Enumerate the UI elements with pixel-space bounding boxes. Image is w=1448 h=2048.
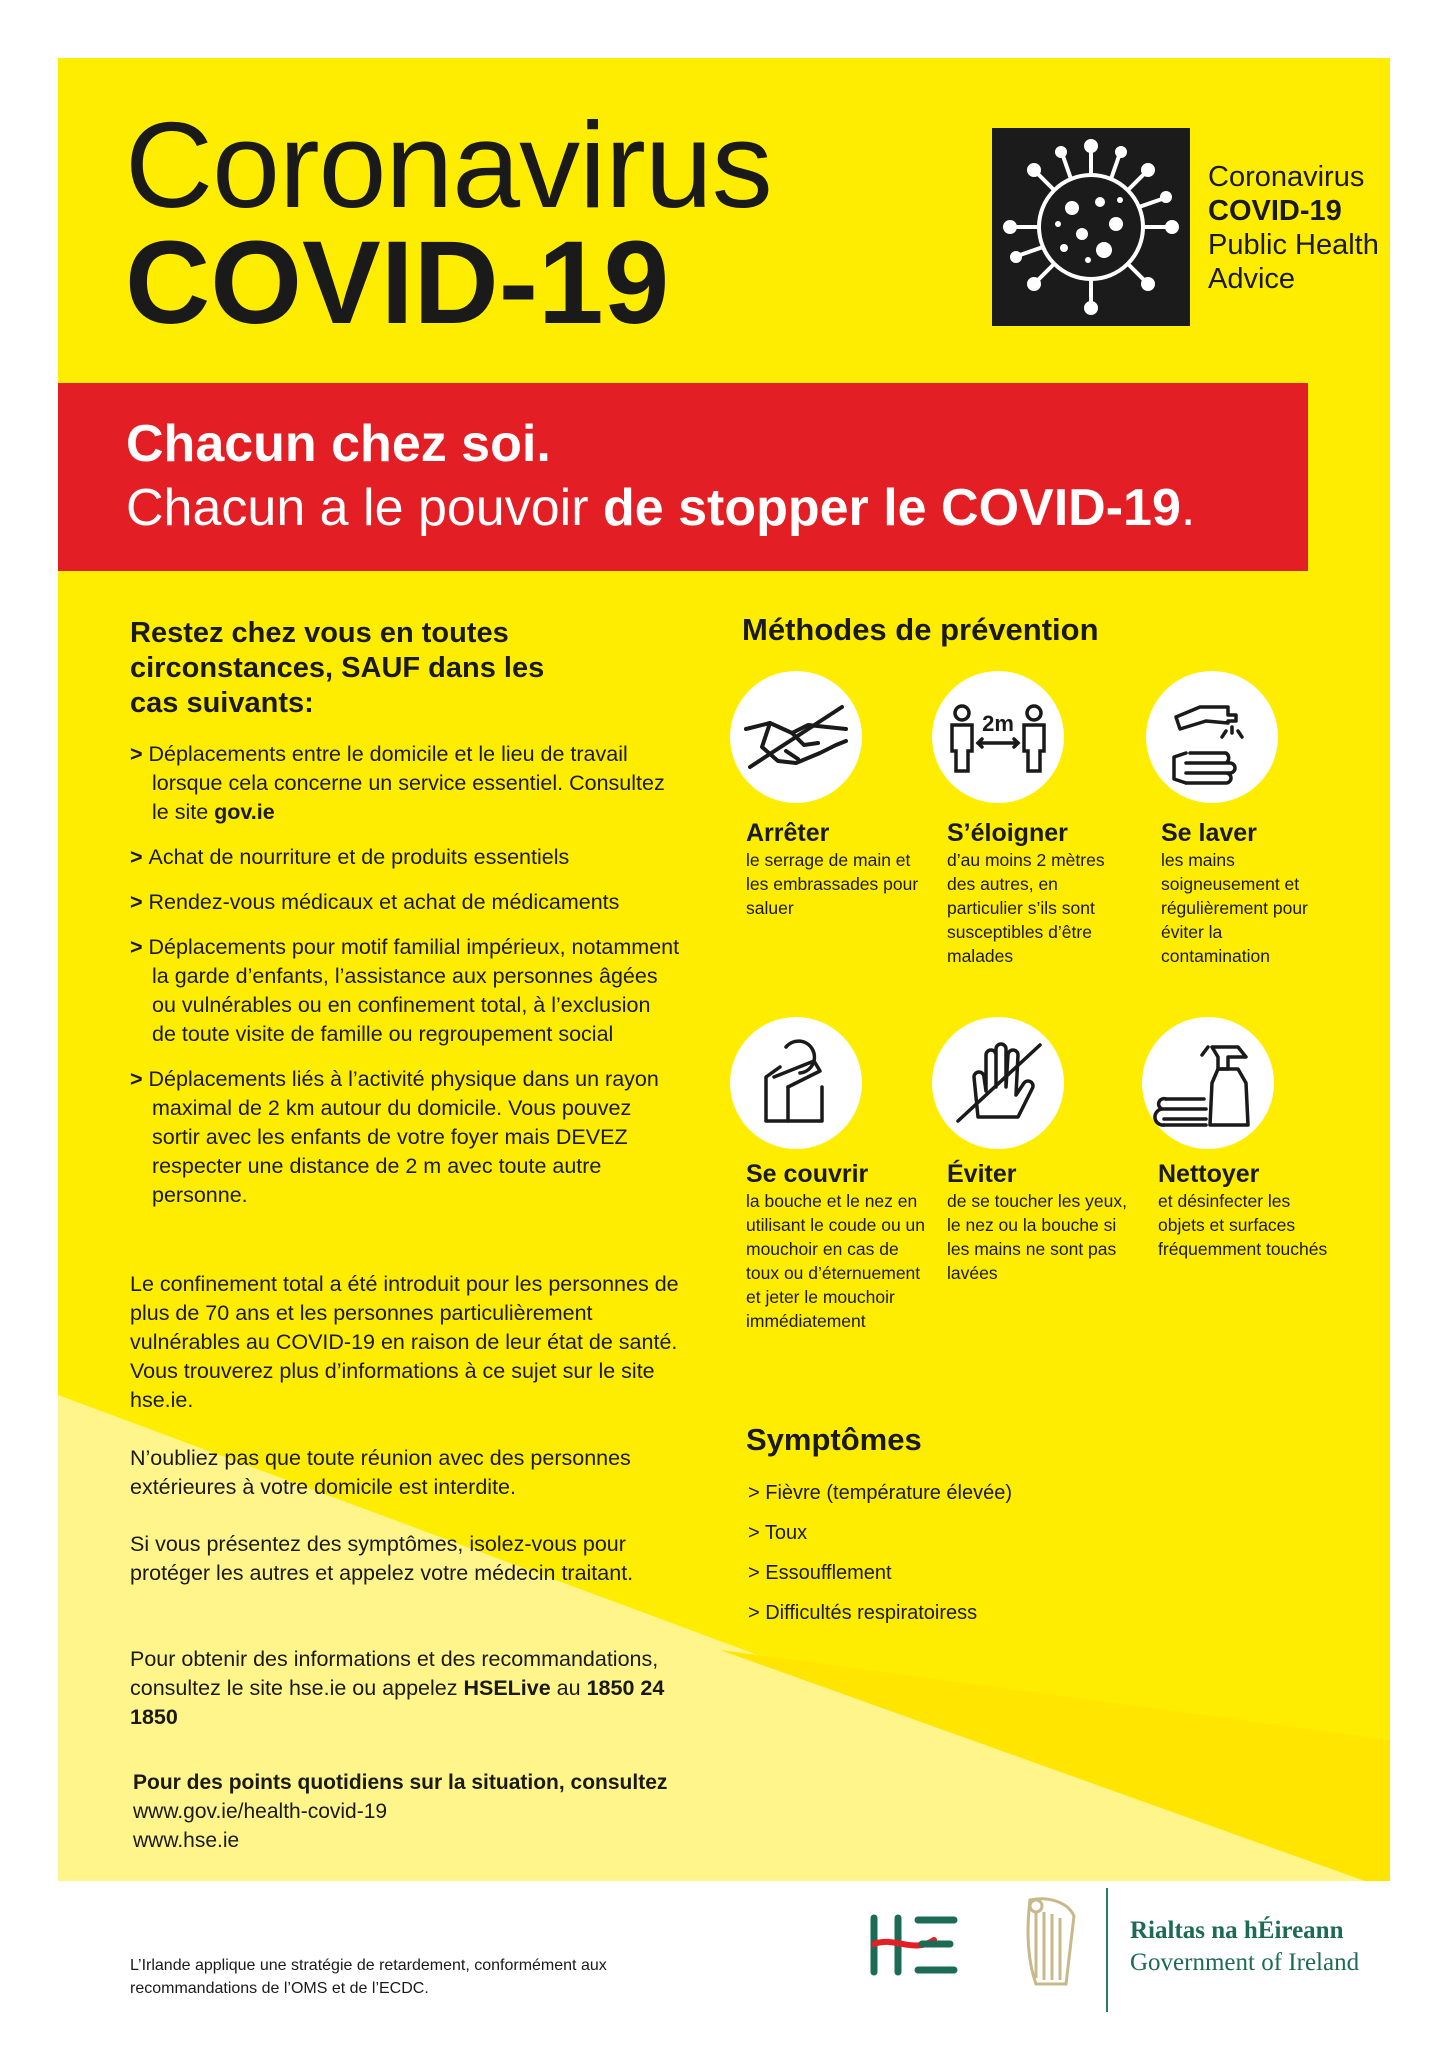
distance-label: 2m xyxy=(982,711,1014,736)
gov-divider xyxy=(1106,1888,1108,2012)
method-title: Se couvrir xyxy=(746,1160,869,1188)
method-desc: les mains soigneusement et régulièrement pour éviter la contamination xyxy=(1161,850,1308,966)
list-item: > Rendez-vous médicaux et achat de médicaments xyxy=(130,890,620,914)
hand-wash-icon xyxy=(1146,671,1278,803)
virus-icon xyxy=(992,128,1190,326)
symptoms-heading: Symptômes xyxy=(746,1422,922,1457)
list-item: > Déplacements entre le domicile et le lieu de travail lorsque cela concerne un service essentiel. Consultez le site gov.ie xyxy=(130,742,665,824)
info-paragraph: Pour obtenir des informations et des recommandations, consultez le site hse.ie ou appelez HSELive au 1850 24 1850 xyxy=(130,1647,665,1729)
title-line-1: Coronavirus xyxy=(125,97,772,233)
method-title: Arrêter xyxy=(746,819,830,847)
hse-logo xyxy=(864,1910,964,1980)
list-item: > Toux xyxy=(748,1522,808,1544)
slogan-regular: Chacun a le pouvoir xyxy=(126,479,603,537)
distance-2m-icon xyxy=(932,671,1064,803)
gov-name-irish: Rialtas na hÉireann xyxy=(1130,1917,1344,1944)
method-clean xyxy=(1158,1160,1338,1261)
method-title: Nettoyer xyxy=(1158,1160,1260,1188)
cocooning-paragraph: Le confinement total a été introduit pour les personnes de plus de 70 ans et les personnes particulièrement vulnérables au COVID-19 en raison de leur état de santé. Vous trouverez plus d’informations à ce sujet sur le site hse.ie. xyxy=(130,1272,679,1412)
stay-home-heading: Restez chez vous en toutes circonstances, SAUF dans les cas suivants: xyxy=(130,617,545,719)
method-desc: et désinfecter les objets et surfaces fréquemment touchés xyxy=(1158,1191,1328,1259)
list-item: > Déplacements pour motif familial impérieux, notamment la garde d’enfants, l’assistance aux personnes âgées ou vulnérables ou en confinement total, à l’exclusion de toute visite de famille ou regroupement social xyxy=(130,935,680,1046)
spray-bottle-icon xyxy=(1142,1017,1274,1149)
gov-ie-link[interactable]: gov.ie xyxy=(214,800,275,824)
method-desc: le serrage de main et les embrassades pour saluer xyxy=(746,850,919,918)
logo-caption-2: COVID-19 xyxy=(1208,195,1342,227)
logo-caption-3: Public Health xyxy=(1208,229,1379,261)
gathering-paragraph: N’oubliez pas que toute réunion avec des personnes extérieures à votre domicile est interdite. xyxy=(130,1446,631,1499)
gov-name-english: Government of Ireland xyxy=(1130,1949,1360,1976)
prevention-heading: Méthodes de prévention xyxy=(742,612,1099,647)
method-desc: la bouche et le nez en utilisant le coude ou un mouchoir en cas de toux ou d’éternuement et jeter le mouchoir immédiatement xyxy=(746,1191,926,1331)
gov-link[interactable]: www.gov.ie/health-covid-19 xyxy=(133,1800,388,1823)
slogan-line-2 xyxy=(126,478,1195,538)
hse-link[interactable]: www.hse.ie xyxy=(133,1829,240,1852)
method-avoid xyxy=(947,1160,1127,1285)
hselive-number[interactable]: 1850 24 1850 xyxy=(130,1676,665,1729)
list-item: > Difficultés respiratoiress xyxy=(748,1602,978,1624)
daily-updates xyxy=(133,1768,753,1855)
method-stop xyxy=(746,819,936,920)
method-title: Se laver xyxy=(1161,819,1257,847)
slogan-period: . xyxy=(1180,479,1196,537)
method-cover xyxy=(746,1160,926,1333)
exceptions-list xyxy=(130,740,680,1226)
list-item: > Déplacements liés à l’activité physique dans un rayon maximal de 2 km autour du domicile. Vous pouvez sortir avec les enfants de votre foyer mais DEVEZ respecter une distance de 2 m avec toute autre personne. xyxy=(130,1067,659,1207)
method-distance xyxy=(947,819,1127,968)
harp-emblem xyxy=(1018,1892,1082,1992)
logo-caption-4: Advice xyxy=(1208,263,1296,295)
slogan-bold: de stopper le COVID-19 xyxy=(602,479,1181,537)
symptoms-paragraph: Si vous présentez des symptômes, isolez-vous pour protéger les autres et appelez votre médecin traitant. xyxy=(130,1532,634,1585)
logo-caption xyxy=(1208,160,1379,296)
daily-heading: Pour des points quotidiens sur la situation, consultez xyxy=(133,1771,668,1794)
virus-logo xyxy=(992,128,1190,326)
slogan-line-1: Chacun chez soi. xyxy=(126,415,551,473)
slogan-banner xyxy=(58,383,1308,571)
method-wash xyxy=(1161,819,1336,968)
method-desc: de se toucher les yeux, le nez ou la bouche si les mains ne sont pas lavées xyxy=(947,1191,1127,1283)
footnote: L’Irlande applique une stratégie de retardement, conformément aux recommandations de l’OMS et de l’ECDC. xyxy=(130,1957,607,1997)
cough-elbow-icon xyxy=(730,1017,862,1149)
method-title: S’éloigner xyxy=(947,819,1068,847)
symptoms-list xyxy=(748,1473,1012,1633)
title-line-2: COVID-19 xyxy=(125,217,670,349)
list-item: > Fièvre (température élevée) xyxy=(748,1482,1013,1504)
hselive-label: HSELive xyxy=(463,1676,551,1700)
list-item: > Achat de nourriture et de produits essentiels xyxy=(130,845,570,869)
method-title: Éviter xyxy=(947,1160,1017,1188)
logo-caption-1: Coronavirus xyxy=(1208,161,1365,193)
list-item: > Essoufflement xyxy=(748,1562,892,1584)
no-handshake-icon xyxy=(730,671,862,803)
no-face-touch-icon xyxy=(932,1017,1064,1149)
method-desc: d’au moins 2 mètres des autres, en particulier s’ils sont susceptibles d’être malades xyxy=(947,850,1105,966)
